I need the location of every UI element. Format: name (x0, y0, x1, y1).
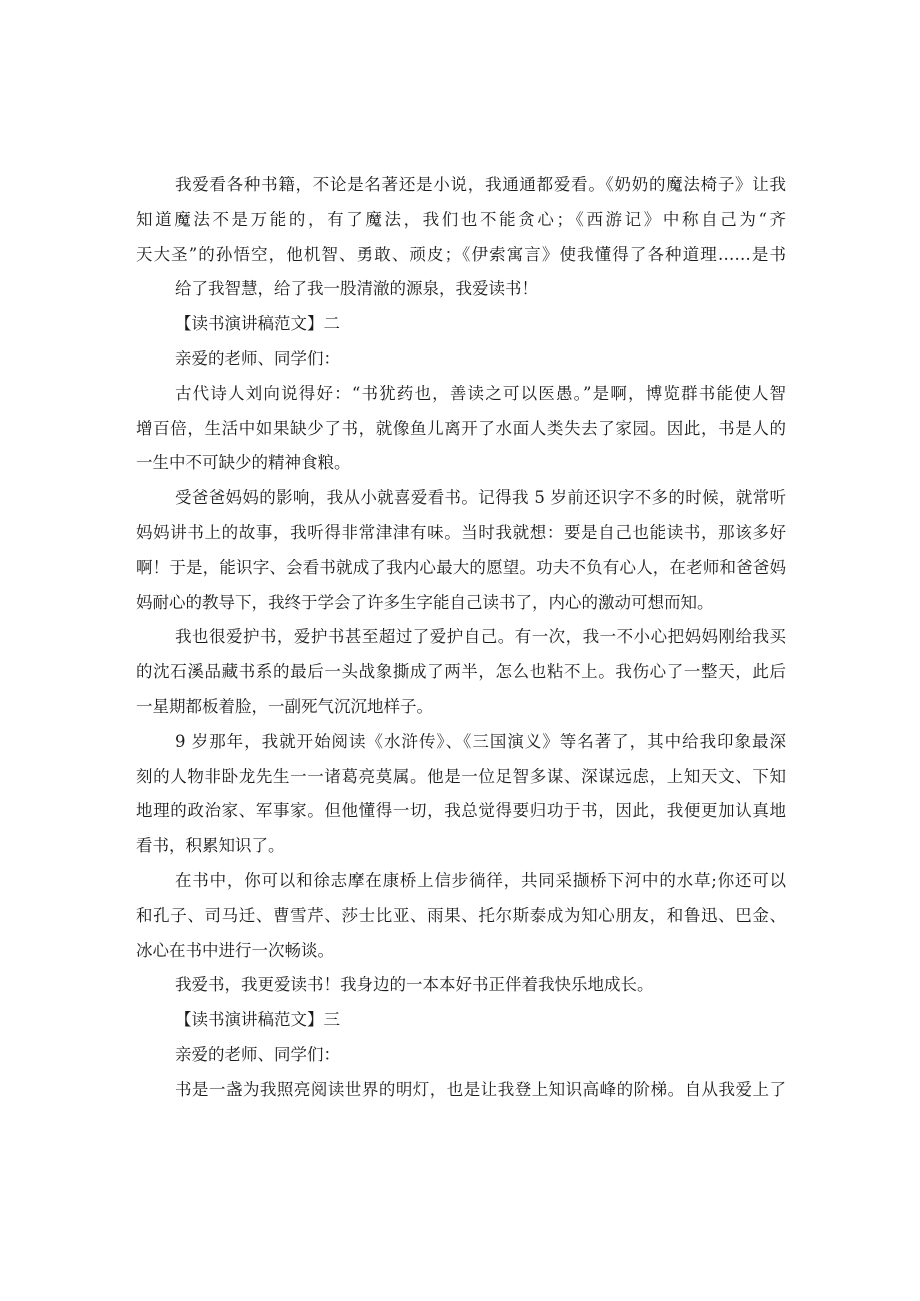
text-line: 刻的人物非卧龙先生一一诸葛亮莫属。他是一位足智多谋、深谋远虑，上知天文、下知 (136, 766, 786, 786)
section-heading: 【读书演讲稿范文】二 (175, 314, 340, 334)
text-line: 知道魔法不是万能的，有了魔法，我们也不能贪心；《西游记》中称自己为“齐 (136, 209, 786, 229)
text-line: 我爱书，我更爱读书！我身边的一本本好书正伴着我快乐地成长。 (175, 975, 654, 995)
text-line: 受爸爸妈妈的影响，我从小就喜爱看书。记得我 5 岁前还识字不多的时候，就常听 (175, 488, 786, 508)
text-line: 我也很爱护书，爱护书甚至超过了爱护自己。有一次，我一不小心把妈妈刚给我买 (175, 627, 786, 647)
text-line: 增百倍，生活中如果缺少了书，就像鱼儿离开了水面人类失去了家园。因此，书是人的 (136, 418, 786, 438)
text-line: 妈妈讲书上的故事，我听得非常津津有味。当时我就想：要是自己也能读书，那该多好 (136, 522, 786, 542)
text-line: 看书，积累知识了。 (136, 836, 285, 856)
text-line: 啊！于是，能识字、会看书就成了我内心最大的愿望。功夫不负有心人，在老师和爸爸妈 (136, 557, 786, 577)
text-line: 妈耐心的教导下，我终于学会了许多生字能自己读书了，内心的激动可想而知。 (136, 592, 714, 612)
text-line: 天大圣”的孙悟空，他机智、勇敢、顽皮；《伊索寓言》使我懂得了各种道理……是书 (136, 244, 786, 264)
section-heading: 【读书演讲稿范文】三 (175, 1010, 340, 1030)
salutation: 亲爱的老师、同学们： (175, 1044, 340, 1064)
text-line: 9 岁那年，我就开始阅读《水浒传》、《三国演义》等名著了，其中给我印象最深 (175, 731, 786, 751)
text-line: 我爱看各种书籍，不论是名著还是小说，我通通都爱看。《奶奶的魔法椅子》让我 (175, 175, 786, 194)
text-line: 的沈石溪品藏书系的最后一头战象撕成了两半，怎么也粘不上。我伤心了一整天，此后 (136, 662, 786, 682)
document-body (136, 168, 786, 1108)
text-line: 给了我智慧，给了我一股清澈的源泉，我爱读书！ (175, 279, 538, 299)
salutation: 亲爱的老师、同学们： (175, 348, 340, 368)
text-line: 书是一盏为我照亮阅读世界的明灯，也是让我登上知识高峰的阶梯。自从我爱上了 (175, 1079, 786, 1099)
text-line: 地理的政治家、军事家。但他懂得一切，我总觉得要归功于书，因此，我便更加认真地 (136, 801, 786, 821)
text-line: 和孔子、司马迁、曹雪芹、莎士比亚、雨果、托尔斯泰成为知心朋友，和鲁迅、巴金、 (136, 905, 786, 925)
text-line: 冰心在书中进行一次畅谈。 (136, 940, 334, 960)
text-line: 古代诗人刘向说得好：“书犹药也，善读之可以医愚。”是啊，博览群书能使人智 (175, 383, 786, 403)
text-line: 在书中，你可以和徐志摩在康桥上信步徜徉，共同采撷桥下河中的水草;你还可以 (175, 870, 786, 890)
text-line: 一星期都板着脸，一副死气沉沉地样子。 (136, 696, 433, 716)
text-line: 一生中不可缺少的精神食粮。 (136, 453, 351, 473)
